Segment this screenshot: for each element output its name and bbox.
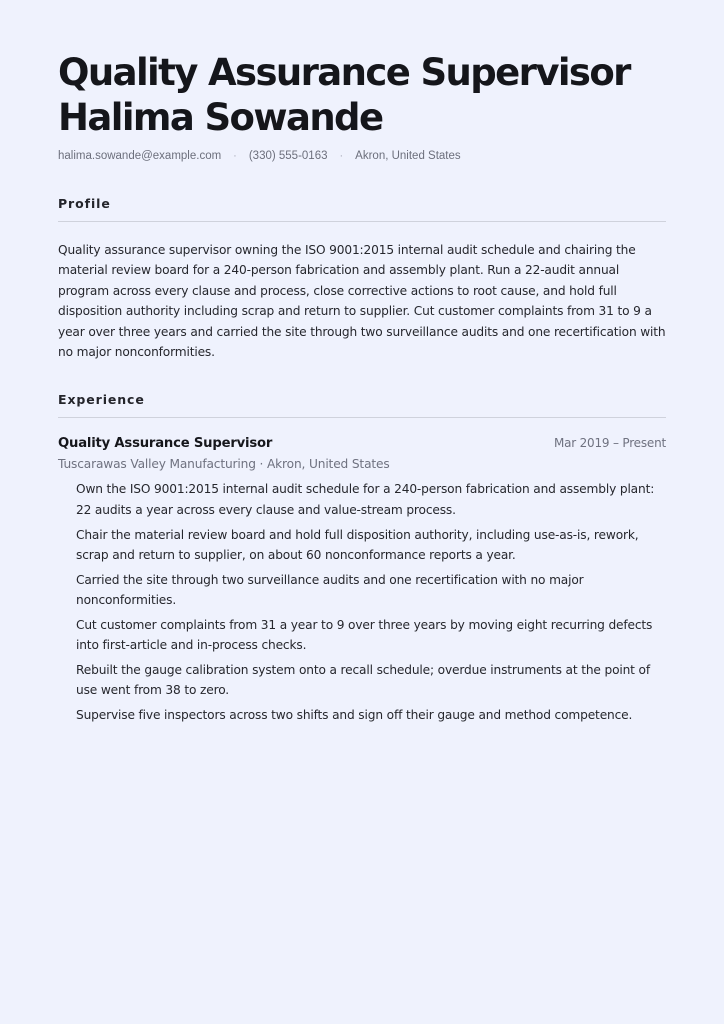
- experience-dates: Mar 2019 – Present: [553, 436, 666, 451]
- profile-text: Quality assurance supervisor owning the ISO 9001:2015 internal audit schedule and chairing the material review board for a 240-person fabrication and assembly plant. Run a 22-audit annual program across every clause and process, close corrective actions to root cause, and hold full disposition authority including scrap and return to supplier. Cut customer complaints from 31 to 9 a year over three years and carried the site through two surveillance audits and one recertification with no major nonconformities.: [58, 243, 666, 360]
- profile-heading: Profile: [58, 196, 666, 222]
- experience-entry: [58, 436, 666, 725]
- experience-bullet: Chair the material review board and hold full disposition authority, including use-as-is, rework, scrap and return to supplier, on about 60 nonconformance reports a year.: [76, 527, 639, 562]
- contact-separator: ·: [339, 150, 344, 162]
- experience-company: Tuscarawas Valley Manufacturing · Akron, United States: [58, 457, 390, 472]
- experience-job-title: Quality Assurance Supervisor: [58, 436, 273, 452]
- experience-bullet: Rebuilt the gauge calibration system onto a recall schedule; overdue instruments at the point of use went from 38 to zero.: [76, 663, 650, 698]
- contact-email[interactable]: halima.sowande@example.com: [58, 150, 222, 162]
- contact-line: [58, 150, 666, 162]
- job-title-heading: Quality Assurance Supervisor: [58, 51, 630, 94]
- experience-bullet-list: [58, 479, 666, 725]
- experience-bullet: Cut customer complaints from 31 a year to 9 over three years by moving eight recurring defects into first-article and in-process checks.: [76, 618, 653, 653]
- contact-phone[interactable]: (330) 555-0163: [248, 150, 328, 162]
- page-title: [58, 50, 666, 140]
- experience-bullet: Own the ISO 9001:2015 internal audit schedule for a 240-person fabrication and assembly plant: 22 audits a year across every clause and value-stream process.: [76, 482, 655, 517]
- profile-section: [58, 196, 666, 362]
- experience-bullet: Carried the site through two surveillance audits and one recertification with no major nonconformities.: [76, 572, 584, 608]
- experience-bullet: Supervise five inspectors across two shifts and sign off their gauge and method competence.: [76, 708, 633, 723]
- experience-heading: Experience: [58, 392, 666, 418]
- experience-entry-header: [58, 436, 666, 451]
- experience-section: [58, 392, 666, 725]
- contact-location: Akron, United States: [355, 150, 461, 162]
- candidate-name: Halima Sowande: [58, 96, 383, 139]
- contact-separator: ·: [233, 150, 237, 162]
